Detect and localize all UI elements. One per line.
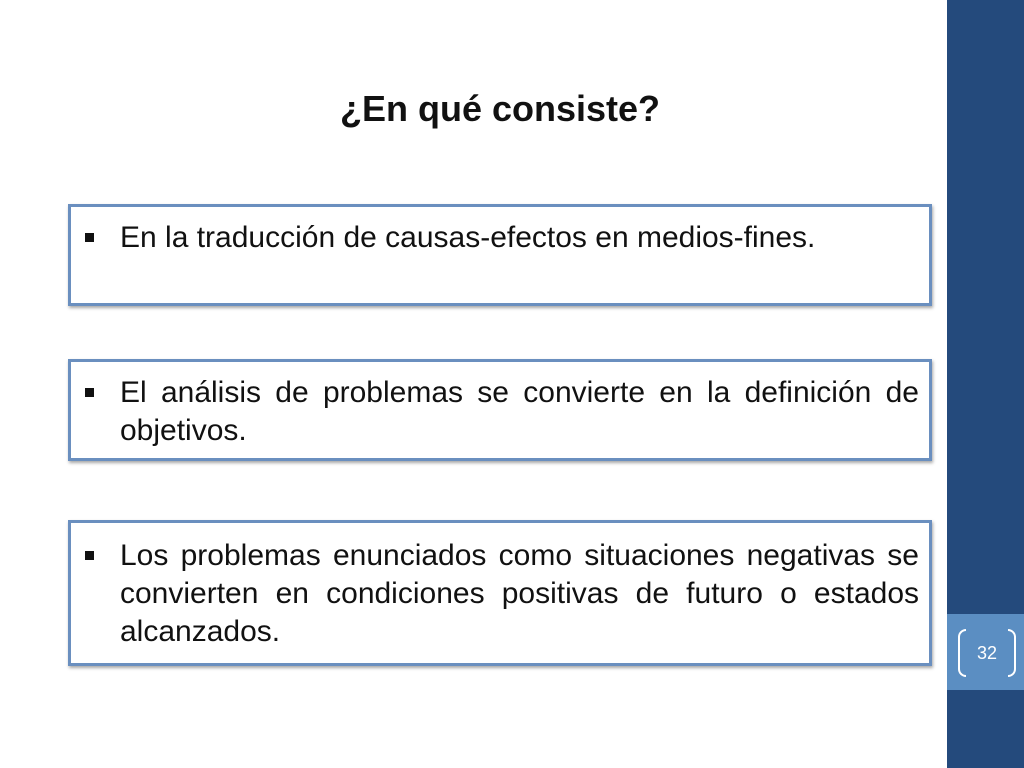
- bullet-box-2: [68, 359, 932, 461]
- bullet-text-1: En la traducción de causas-efectos en medios-fines.: [120, 221, 816, 254]
- slide-title: ¿En qué consiste?: [339, 88, 661, 129]
- square-bullet-icon: [85, 388, 94, 397]
- bullet-row: [85, 537, 919, 651]
- bullet-box-1: [68, 204, 932, 306]
- bullet-text-2: El análisis de problemas se convierte en la definición de objetivos.: [120, 376, 919, 447]
- page-number: 32: [976, 643, 998, 663]
- square-bullet-icon: [85, 233, 94, 242]
- bullet-row: [85, 219, 919, 257]
- bullet-row: [85, 374, 919, 450]
- square-bullet-icon: [85, 551, 94, 560]
- page-number-frame: [958, 629, 1016, 677]
- bullet-box-3: [68, 520, 932, 666]
- bullet-text-3: Los problemas enunciados como situaciones negativas se convierten en condiciones positivas de futuro o estados alcanzados.: [120, 539, 919, 648]
